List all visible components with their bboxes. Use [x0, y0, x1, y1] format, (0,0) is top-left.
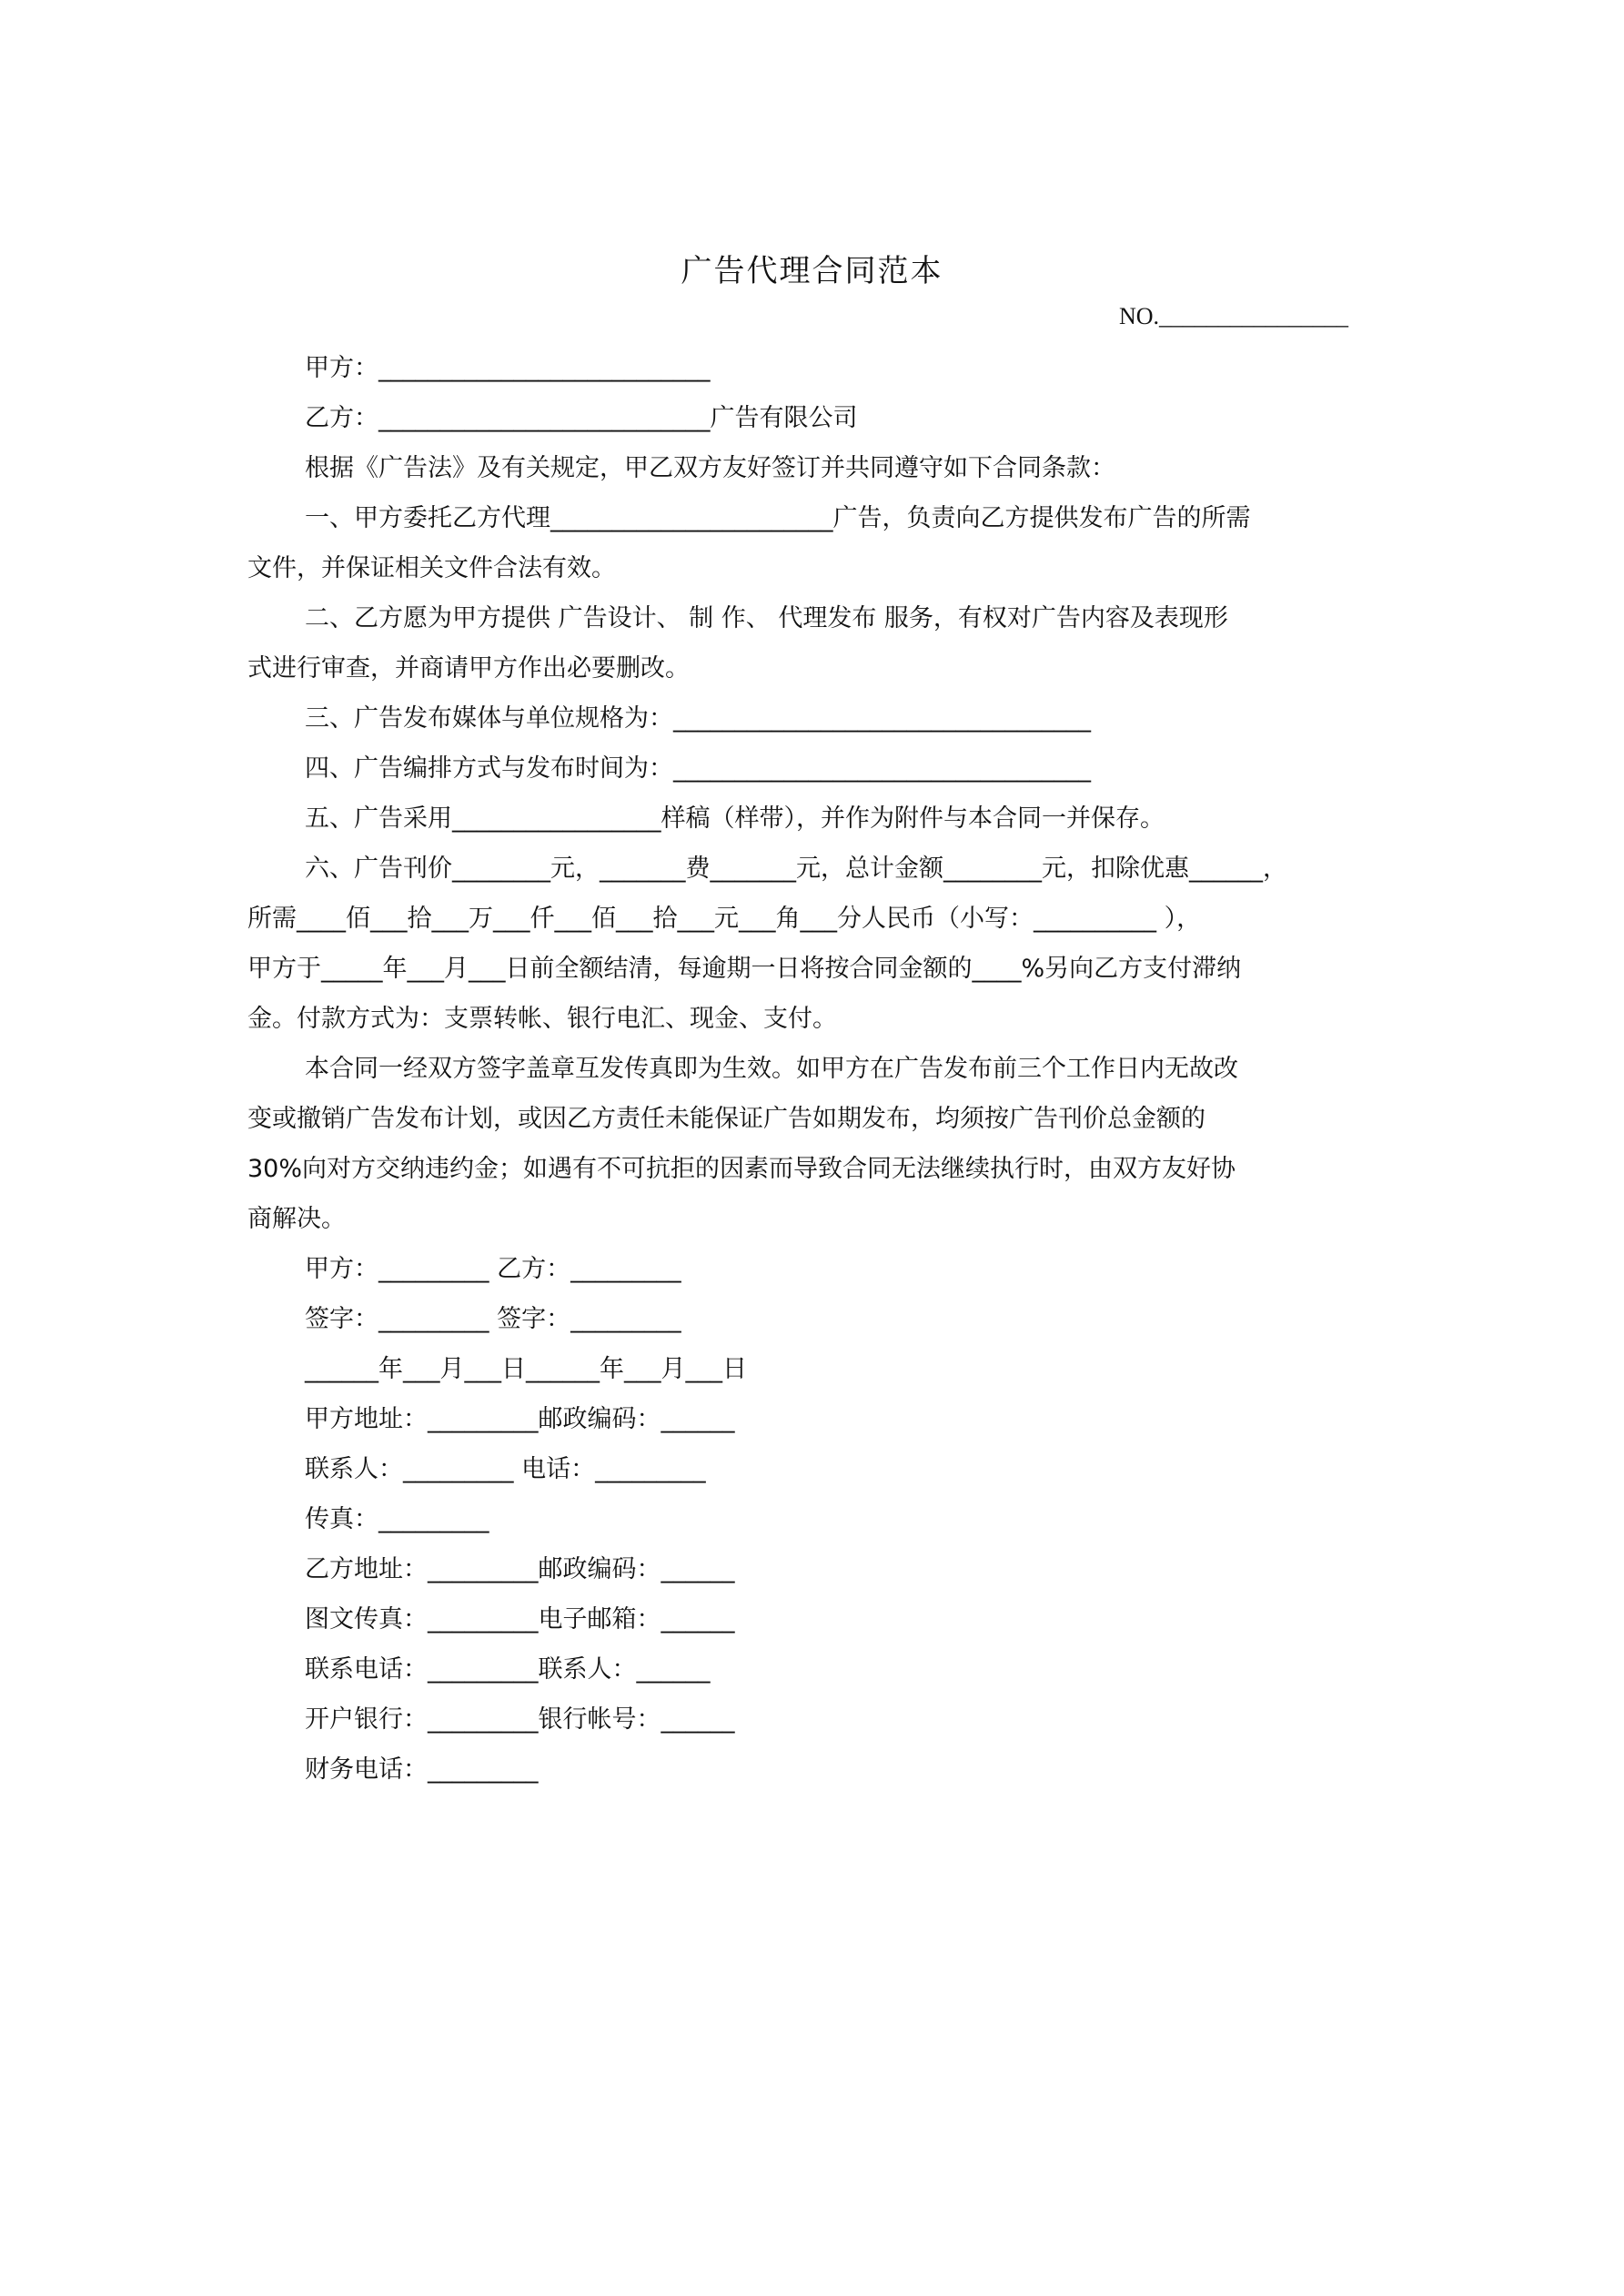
clause-6-line-3: 甲方于_____年___月___日前全额结清，每逾期一日将按合同金额的____%另向乙方支付滞纳 [247, 955, 1242, 983]
preamble-line: 根据《广告法》及有关规定，甲乙双方友好签订并共同遵守如下合同条款： [305, 454, 1115, 482]
party-a-address-line: 甲方地址：_________邮政编码：______ [305, 1405, 735, 1433]
clause-5-line: 五、广告采用_________________样稿（样带），并作为附件与本合同一并保存。 [305, 804, 1165, 833]
effect-line-3: 30%向对方交纳违约金；如遇有不可抗拒的因素而导致合同无法继续执行时，由双方友好协 [247, 1155, 1236, 1183]
signature-party-line: 甲方：_________ 乙方：_________ [305, 1255, 681, 1283]
party-a-contact-line: 联系人：_________ 电话：_________ [305, 1455, 706, 1483]
clause-4-line: 四、广告编排方式与发布时间为：__________________________________ [305, 754, 1091, 783]
party-b-bank-line: 开户银行：_________银行帐号：______ [305, 1705, 735, 1734]
page-title: 广告代理合同范本 [681, 253, 943, 289]
effect-line-2: 变或撤销广告发布计划，或因乙方责任未能保证广告如期发布，均须按广告刊价总金额的 [247, 1105, 1205, 1133]
effect-line-1: 本合同一经双方签字盖章互发传真即为生效。如甲方在广告发布前三个工作日内无故改 [305, 1055, 1238, 1083]
signature-date-line: ______年___月___日______年___月___日 [305, 1355, 747, 1383]
clause-6-line-4: 金。付款方式为：支票转帐、银行电汇、现金、支付。 [247, 1005, 837, 1033]
clause-6-line-1: 六、广告刊价________元，_______费_______元，总计金额________元，扣除优惠______， [305, 855, 1287, 883]
clause-2-line-1: 二、乙方愿为甲方提供 广告设计、 制 作、 代理发布 服务，有权对广告内容及表现形 [305, 604, 1228, 632]
party-b-address-line: 乙方地址：_________邮政编码：______ [305, 1555, 735, 1583]
clause-3-line: 三、广告发布媒体与单位规格为：__________________________________ [305, 704, 1091, 733]
clause-6-line-2: 所需____佰___拾___万___仟___佰___拾___元___角___分人民币（小写：__________ ）， [247, 905, 1202, 933]
party-a-line: 甲方：___________________________ [305, 354, 711, 382]
signature-sign-line: 签字：_________ 签字：_________ [305, 1305, 681, 1333]
party-b-fax-email-line: 图文传真：_________电子邮箱：______ [305, 1605, 735, 1633]
party-b-line: 乙方：___________________________广告有限公司 [305, 404, 858, 432]
clause-1-line-1: 一、甲方委托乙方代理_______________________广告，负责向乙方提供发布广告的所需 [305, 504, 1251, 532]
clause-2-line-2: 式进行审查，并商请甲方作出必要删改。 [247, 654, 690, 683]
clause-1-line-2: 文件，并保证相关文件合法有效。 [247, 554, 616, 582]
party-b-phone-contact-line: 联系电话：_________联系人：______ [305, 1655, 711, 1684]
party-a-fax-line: 传真：_________ [305, 1505, 489, 1533]
finance-phone-line: 财务电话：_________ [305, 1755, 539, 1784]
contract-number: NO.________________ [1119, 303, 1349, 329]
effect-line-4: 商解决。 [247, 1205, 346, 1233]
